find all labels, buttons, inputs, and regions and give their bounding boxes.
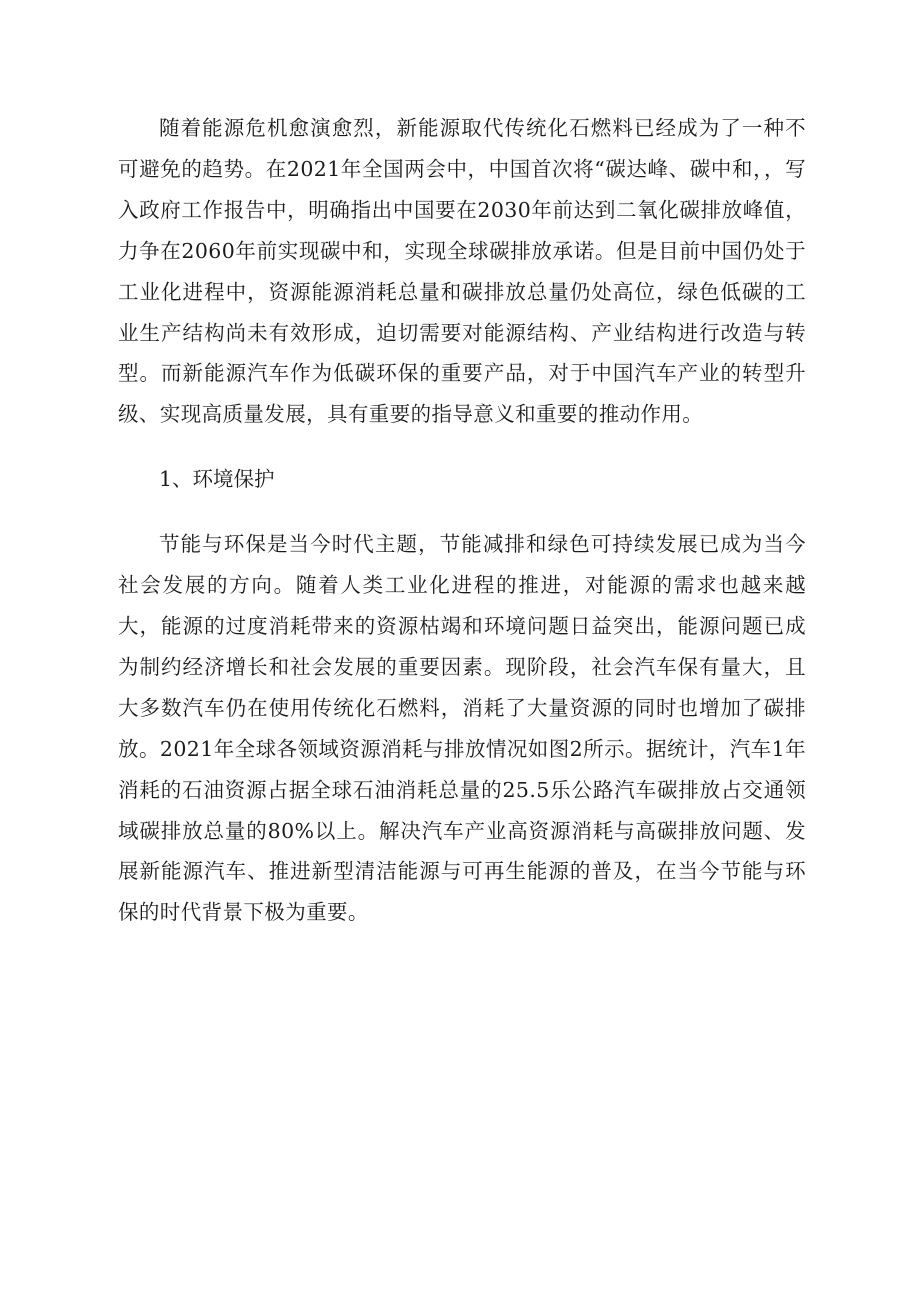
section-heading: 1、环境保护 bbox=[159, 467, 275, 492]
document-body bbox=[118, 108, 806, 933]
paragraph-spacer bbox=[118, 435, 806, 459]
intro-paragraph: 随着能源危机愈演愈烈，新能源取代传统化石燃料已经成为了一种不可避免的趋势。在2021年全国两会中，中国首次将“碳达峰、碳中和，，写入政府工作报告中，明确指出中国要在2030年前达到二氧化碳排放峰值，力争在2060年前实现碳中和，实现全球碳排放承诺。但是目前中国仍处于工业化进程中，资源能源消耗总量和碳排放总量仍处高位，绿色低碳的工业生产结构尚未有效形成，迫切需要对能源结构、产业结构进行改造与转型。而新能源汽车作为低碳环保的重要产品，对于中国汽车产业的转型升级、实现高质量发展，具有重要的指导意义和重要的推动作用。 bbox=[118, 116, 806, 427]
environment-paragraph: 节能与环保是当今时代主题，节能减排和绿色可持续发展已成为当今社会发展的方向。随着人类工业化进程的推进，对能源的需求也越来越大，能源的过度消耗带来的资源枯竭和环境问题日益突出，能源问题已成为制约经济增长和社会发展的重要因素。现阶段，社会汽车保有量大，且大多数汽车仍在使用传统化石燃料，消耗了大量资源的同时也增加了碳排放。2021年全球各领域资源消耗与排放情况如图2所示。据统计，汽车1年消耗的石油资源占据全球石油消耗总量的25.5乐公路汽车碳排放占交通领域碳排放总量的80%以上。解决汽车产业高资源消耗与高碳排放问题、发展新能源汽车、推进新型清洁能源与可再生能源的普及，在当今节能与环保的时代背景下极为重要。 bbox=[118, 532, 806, 925]
paragraph-spacer bbox=[118, 500, 806, 524]
